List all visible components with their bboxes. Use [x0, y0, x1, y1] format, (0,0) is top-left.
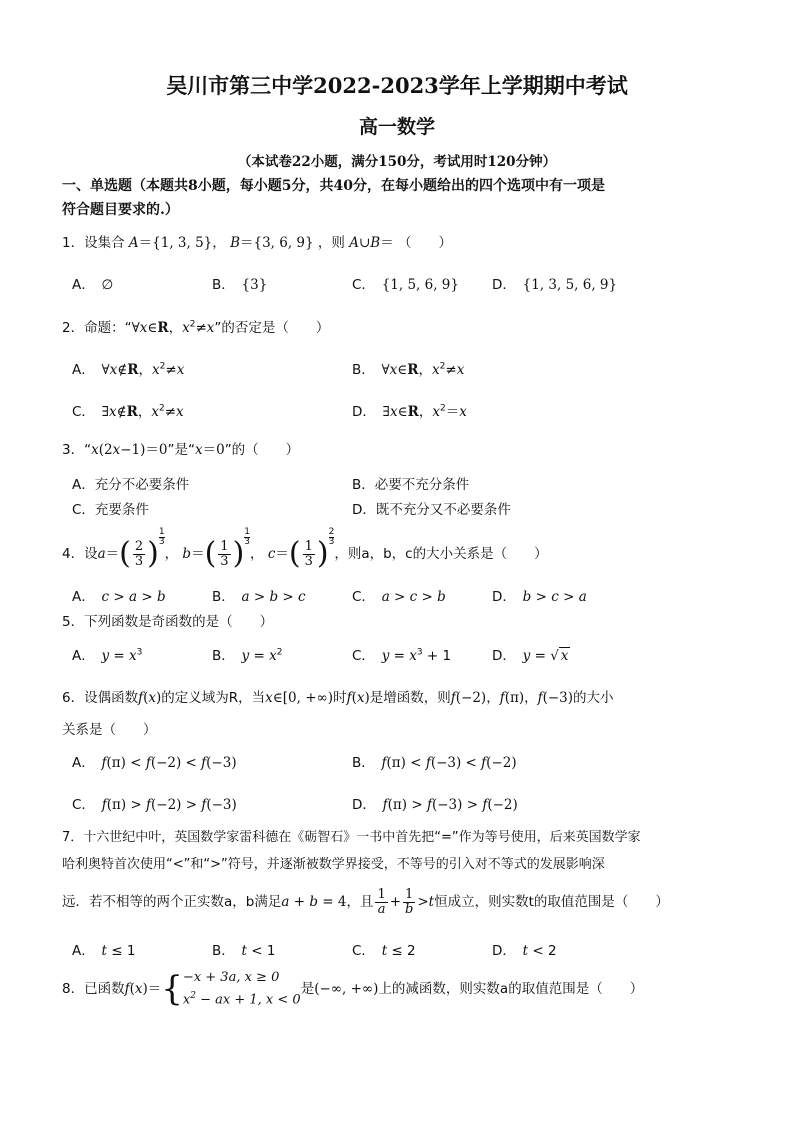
q6-option-b[interactable]: B． f(π) < f(−3) < f(−2): [352, 755, 517, 771]
question-5: 5．下列函数是奇函数的是（ ）: [62, 614, 274, 630]
question-7-line3: 远．若不相等的两个正实数a，b满足a + b = 4，且 $\frac{1}{a}$ + $\frac{1}{b}$ >t恒成立，则实数t的取值范围是（ ）: [62, 886, 669, 917]
exam-note: （本试卷22小题，满分150分，考试用时120分钟）: [237, 154, 557, 170]
q5-option-d[interactable]: D． y = √ x: [492, 648, 569, 664]
q7-option-d[interactable]: D． t < 2: [492, 943, 557, 959]
q5-option-a[interactable]: A． $y = x^3$: [72, 647, 143, 664]
q4-option-a[interactable]: A． c > a > b: [72, 589, 166, 605]
q3-option-b[interactable]: B．必要不充分条件: [352, 477, 470, 493]
q4-option-d[interactable]: D． b > c > a: [492, 589, 587, 605]
question-1: 1．设集合 A＝{1, 3, 5}， B＝{3, 6, 9} ，则 A∪B＝ （ ）: [62, 235, 452, 251]
q6-option-d[interactable]: D． f(π) > f(−3) > f(−2): [352, 797, 518, 813]
section-heading: 一、单选题（本题共8小题，每小题5分，共40分，在每小题给出的四个选项中有一项是: [62, 178, 605, 194]
q5-option-b[interactable]: B． $y = x^2$: [212, 647, 283, 664]
q3-option-a[interactable]: A．充分不必要条件: [72, 477, 190, 493]
q5-option-c[interactable]: C． $y = x^3 + 1$: [352, 647, 452, 664]
q2-option-d[interactable]: D． ∃x∈R，$x^2=x$: [352, 403, 467, 420]
q2-option-a[interactable]: A． ∀x∉R，$x^2\ne x$: [72, 361, 185, 378]
question-7-line2: 哈利奥特首次使用“<”和“>”符号，并逐渐被数学界接受，不等号的引入对不等式的发展影响深: [62, 857, 605, 872]
q7-option-b[interactable]: B． t < 1: [212, 943, 276, 959]
q3-option-d[interactable]: D．既不充分又不必要条件: [352, 502, 511, 518]
q6-option-c[interactable]: C． f(π) > f(−2) > f(−3): [72, 797, 237, 813]
q4-option-b[interactable]: B． a > b > c: [212, 589, 306, 605]
question-3: 3．“x(2x−1)＝0”是“x＝0”的（ ）: [62, 442, 300, 458]
q7-option-c[interactable]: C． t ≤ 2: [352, 943, 416, 959]
question-2: 2．命题：“∀x∈R，$x^2\ne x$”的否定是（ ）: [62, 319, 330, 336]
q2-option-c[interactable]: C． ∃x∉R，$x^2\ne x$: [72, 403, 184, 420]
question-4: 4．设a＝( $\frac{2}{3}$ ) $\frac{1}{3}$ ， b＝( $\frac{1}{3}$ ) $\frac{1}{3}$ ， c＝( $\frac{1}{3}$ ) $\frac{2}{3}$ ，则a，b，c的大小关系是（ ）: [62, 527, 548, 571]
q1-option-b[interactable]: B． {3}: [212, 277, 268, 293]
q7-option-a[interactable]: A． t ≤ 1: [72, 943, 136, 959]
q1-option-a[interactable]: A． ∅: [72, 277, 114, 293]
question-8: 8．已函数f(x)＝{−x + 3a, x ≥ 0 $x^2$ − ax + 1, x < 0是(−∞, +∞)上的减函数，则实数a的取值范围是（ ）: [62, 969, 644, 1009]
exam-title: 吴川市第三中学2022-2023学年上学期期中考试: [166, 73, 628, 98]
question-6-cont: 关系是（ ）: [62, 722, 157, 738]
q4-option-c[interactable]: C． a > c > b: [352, 589, 446, 605]
q1-option-d[interactable]: D． {1, 3, 5, 6, 9}: [492, 277, 618, 293]
section-heading-cont: 符合题目要求的.）: [62, 202, 179, 218]
q3-option-c[interactable]: C．充要条件: [72, 502, 149, 518]
question-7-line1: 7．十六世纪中叶，英国数学家雷科德在《砺智石》一书中首先把“=”作为等号使用，后来英国数学家: [62, 830, 641, 845]
q6-option-a[interactable]: A． f(π) < f(−2) < f(−3): [72, 755, 237, 771]
q2-option-b[interactable]: B． ∀x∈R，$x^2\ne x$: [352, 361, 465, 378]
q1-option-c[interactable]: C． {1, 5, 6, 9}: [352, 277, 459, 293]
exam-subject: 高一数学: [358, 116, 435, 138]
question-6: 6．设偶函数f(x)的定义域为R，当x∈[0, +∞)时f(x)是增函数，则f(−2)，f(π)，f(−3)的大小: [62, 690, 614, 706]
